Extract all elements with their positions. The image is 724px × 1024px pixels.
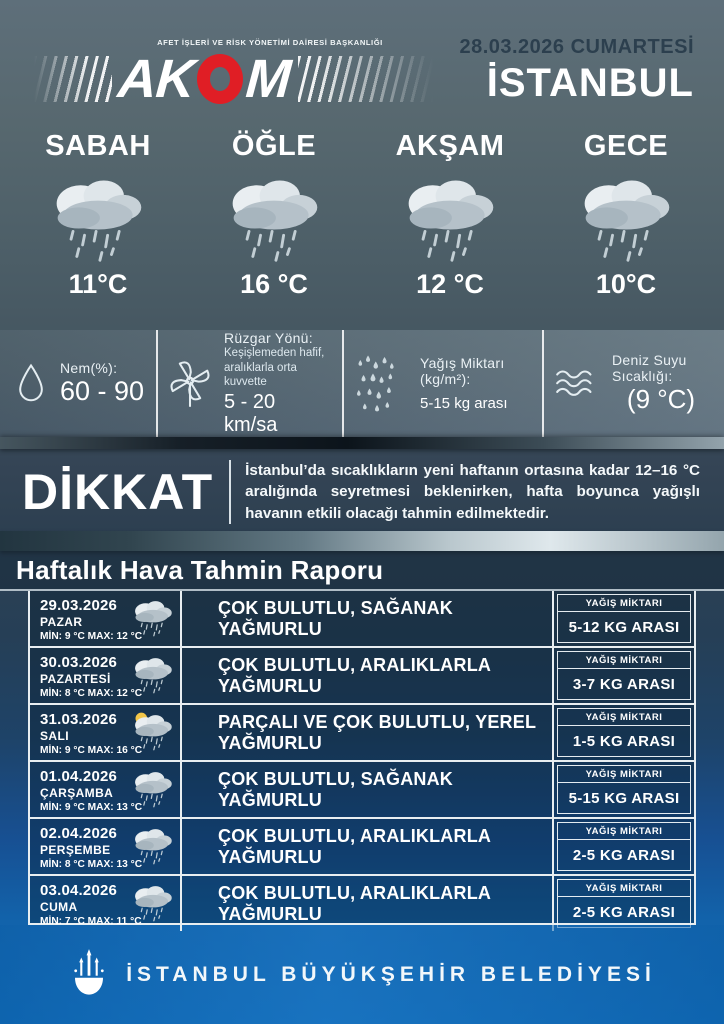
- rain-cloud-icon: [39, 167, 157, 267]
- stat-sea-temperature: [542, 330, 720, 437]
- date-cell: [30, 819, 182, 874]
- period-label: ÖĞLE: [231, 130, 317, 162]
- akom-logo: [34, 30, 448, 118]
- period-gece: [538, 130, 714, 330]
- forecast-description: ÇOK BULUTLU, ARALIKLARLA YAĞMURLU: [182, 648, 554, 703]
- rain-cloud-icon: [567, 167, 685, 267]
- forecast-description: ÇOK BULUTLU, ARALIKLARLA YAĞMURLU: [182, 876, 554, 931]
- amount-cell: [554, 876, 694, 931]
- municipality-name: İSTANBUL BÜYÜKŞEHİR BELEDİYESİ: [126, 962, 656, 986]
- divider-band-dark: [0, 437, 724, 449]
- stat-label: Deniz Suyu Sıcaklığı:: [612, 352, 687, 384]
- rain-cloud-icon: [128, 595, 178, 639]
- amount-cell: [554, 762, 694, 817]
- stat-wind-body: [224, 330, 332, 436]
- stat-label: Yağış Miktarı (kg/m²):: [420, 355, 505, 387]
- row-minmax: MİN: 9 °C MAX: 13 °C: [40, 802, 143, 813]
- akom-o-ring-icon: [197, 54, 243, 104]
- period-aksam: [362, 130, 538, 330]
- period-sabah: [10, 130, 186, 330]
- alert-divider: [229, 460, 231, 524]
- row-date: 02.04.2026: [40, 825, 118, 842]
- amount-header: YAĞIŞ MİKTARI: [557, 765, 691, 783]
- row-minmax: MİN: 9 °C MAX: 16 °C: [40, 745, 143, 756]
- row-date: 31.03.2026: [40, 711, 118, 728]
- forecast-description: ÇOK BULUTLU, SAĞANAK YAĞMURLU: [182, 591, 554, 646]
- row-day: PERŞEMBE: [40, 843, 111, 857]
- stat-label: Rüzgar Yönü:: [224, 330, 313, 347]
- period-ogle: [186, 130, 362, 330]
- header-date-city: [459, 30, 694, 118]
- date-cell: [30, 705, 182, 760]
- forecast-row: [30, 817, 694, 874]
- row-day: CUMA: [40, 900, 78, 914]
- forecast-description: ÇOK BULUTLU, ARALIKLARLA YAĞMURLU: [182, 819, 554, 874]
- agency-name: AFET İŞLERİ VE RİSK YÖNETİMİ DAİRESİ BAŞKANLIĞI: [157, 38, 383, 47]
- rain-cloud-icon: [215, 167, 333, 267]
- alert-text: İstanbul’da sıcaklıkların yeni haftanın ortasına kadar 12–16 °C aralığında seyretmesi beklenirken, hafta boyunca yağışlı havanın etkili olacağı tahmin edilmektedir.: [245, 461, 700, 522]
- stat-humidity: [4, 330, 156, 437]
- sun-rain-cloud-icon: [128, 709, 178, 753]
- row-date: 30.03.2026: [40, 654, 118, 671]
- row-day: PAZARTESİ: [40, 672, 111, 686]
- footer: [0, 925, 724, 1024]
- period-temperature: 11°C: [68, 269, 128, 299]
- stat-humidity-body: [60, 360, 144, 407]
- period-temperature: 12 °C: [416, 269, 484, 299]
- weekly-forecast-table: [28, 591, 696, 925]
- amount-header: YAĞIŞ MİKTARI: [557, 879, 691, 897]
- amount-cell: [554, 591, 694, 646]
- amount-cell: [554, 648, 694, 703]
- row-day: PAZAR: [40, 615, 83, 629]
- rain-cloud-icon: [128, 880, 178, 924]
- rain-cloud-icon: [391, 167, 509, 267]
- date-cell: [30, 591, 182, 646]
- alert-section: [0, 449, 724, 531]
- amount-header: YAĞIŞ MİKTARI: [557, 651, 691, 669]
- forecast-row: [30, 591, 694, 646]
- period-temperature: 10°C: [595, 269, 657, 299]
- divider-band-silver: [0, 531, 724, 551]
- report-date: 28.03.2026 CUMARTESİ: [459, 36, 694, 58]
- date-cell: [30, 762, 182, 817]
- logo-stripes-left-icon: [34, 56, 112, 102]
- pinwheel-icon: [168, 358, 212, 410]
- stat-wind: [156, 330, 342, 437]
- amount-cell: [554, 819, 694, 874]
- rain-cloud-icon: [128, 823, 178, 867]
- rain-cloud-icon: [128, 766, 178, 810]
- stats-band: [0, 330, 724, 437]
- amount-value: 5-15 KG ARASI: [557, 783, 691, 814]
- amount-header: YAĞIŞ MİKTARI: [557, 708, 691, 726]
- stat-precipitation-body: [420, 355, 532, 412]
- stat-sea-body: [612, 352, 710, 415]
- weekly-title: Haftalık Hava Tahmin Raporu: [16, 554, 384, 585]
- forecast-description: PARÇALI VE ÇOK BULUTLU, YEREL YAĞMURLU: [182, 705, 554, 760]
- forecast-row: [30, 874, 694, 931]
- date-cell: [30, 876, 182, 931]
- stat-value: 5 - 20 km/sa: [224, 390, 278, 436]
- stat-desc: aralıklarla orta kuvvette: [224, 361, 297, 389]
- ibb-emblem-icon: [68, 948, 110, 1002]
- stat-value: 5-15 kg arası: [420, 395, 508, 412]
- akom-wordmark: [115, 49, 293, 109]
- header: [0, 0, 724, 118]
- amount-header: YAĞIŞ MİKTARI: [557, 594, 691, 612]
- akom-text-right: M: [243, 49, 293, 109]
- stat-label: Nem(%):: [60, 360, 118, 376]
- amount-header: YAĞIŞ MİKTARI: [557, 822, 691, 840]
- weekly-heading-band: [0, 551, 724, 591]
- stat-value: (9 °C): [626, 384, 696, 414]
- amount-value: 5-12 KG ARASI: [557, 612, 691, 643]
- forecast-description: ÇOK BULUTLU, SAĞANAK YAĞMURLU: [182, 762, 554, 817]
- rain-drops-icon: [354, 352, 408, 416]
- row-minmax: MİN: 9 °C MAX: 12 °C: [40, 631, 143, 642]
- period-label: GECE: [583, 130, 669, 162]
- amount-value: 2-5 KG ARASI: [557, 840, 691, 871]
- forecast-row: [30, 703, 694, 760]
- row-date: 03.04.2026: [40, 882, 118, 899]
- akom-logo-row: [34, 50, 448, 108]
- row-minmax: MİN: 7 °C MAX: 11 °C: [40, 916, 142, 927]
- period-label: AKŞAM: [395, 130, 505, 162]
- amount-value: 1-5 KG ARASI: [557, 726, 691, 757]
- waves-icon: [554, 366, 600, 402]
- forecast-row: [30, 646, 694, 703]
- logo-stripes-right-icon: [298, 56, 448, 102]
- akom-text-left: AK: [115, 49, 197, 109]
- period-label: SABAH: [45, 130, 151, 162]
- stat-precipitation: [342, 330, 542, 437]
- forecast-row: [30, 760, 694, 817]
- amount-cell: [554, 705, 694, 760]
- row-day: SALI: [40, 729, 69, 743]
- amount-value: 3-7 KG ARASI: [557, 669, 691, 700]
- row-day: ÇARŞAMBA: [40, 786, 114, 800]
- day-periods: [0, 118, 724, 330]
- date-cell: [30, 648, 182, 703]
- amount-value: 2-5 KG ARASI: [557, 897, 691, 928]
- alert-title: DİKKAT: [22, 464, 214, 520]
- water-drop-icon: [14, 361, 48, 407]
- period-temperature: 16 °C: [240, 269, 308, 299]
- stat-desc: Keşişlemeden hafif,: [224, 347, 325, 360]
- city-name: İSTANBUL: [486, 61, 694, 105]
- row-date: 01.04.2026: [40, 768, 118, 785]
- row-minmax: MİN: 8 °C MAX: 13 °C: [40, 859, 143, 870]
- row-minmax: MİN: 8 °C MAX: 12 °C: [40, 688, 143, 699]
- rain-cloud-icon: [128, 652, 178, 696]
- stat-value: 60 - 90: [60, 376, 145, 406]
- row-date: 29.03.2026: [40, 597, 118, 614]
